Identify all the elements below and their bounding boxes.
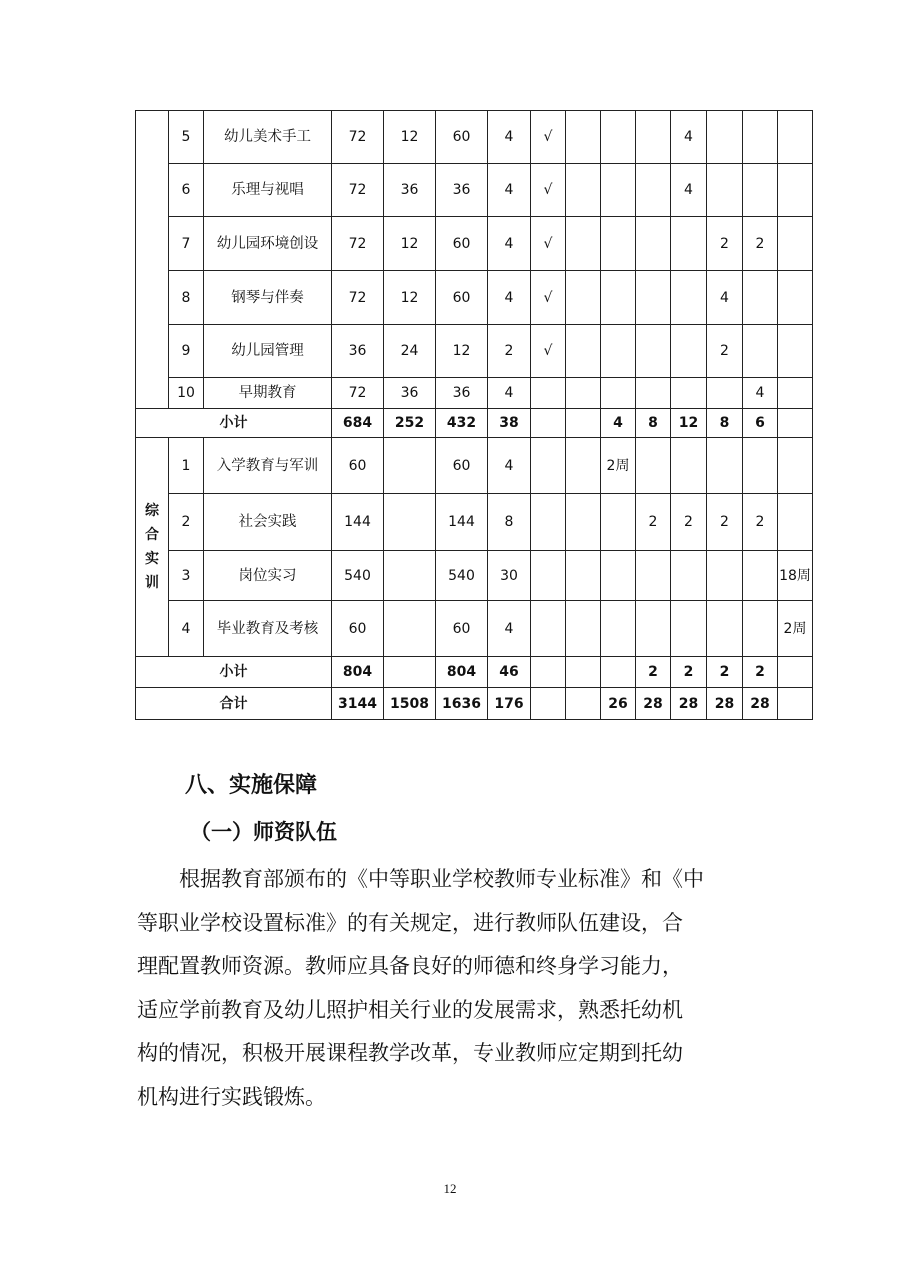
practice-hours: 60 [436, 111, 488, 164]
course-name: 入学教育与军训 [204, 438, 332, 494]
course-name: 毕业教育及考核 [204, 601, 332, 657]
table-row: 10 早期教育 72 36 36 4 4 [136, 378, 813, 409]
table-row: 4 毕业教育及考核 60 60 4 2周 [136, 601, 813, 657]
paragraph-line: 机构进行实践锻炼。 [137, 1084, 326, 1109]
table-row: 5 幼儿美术手工 72 12 60 4 √ 4 [136, 111, 813, 164]
subtotal-label: 小计 [136, 657, 332, 688]
credits: 4 [488, 111, 531, 164]
course-name: 乐理与视唱 [204, 164, 332, 217]
course-name: 社会实践 [204, 494, 332, 551]
course-name: 幼儿美术手工 [204, 111, 332, 164]
course-name: 幼儿园管理 [204, 325, 332, 378]
theory-hours: 12 [384, 111, 436, 164]
section-heading: 八、实施保障 [185, 772, 318, 798]
course-no: 7 [169, 217, 204, 271]
core-mark: √ [531, 111, 566, 164]
course-no: 4 [169, 601, 204, 657]
total-row: 合计 3144 1508 1636 176 26 28 28 28 28 [136, 688, 813, 720]
table-row: 3 岗位实习 540 540 30 18周 [136, 551, 813, 601]
subtotal-row: 小计 804 804 46 2 2 2 2 [136, 657, 813, 688]
table-row: 8 钢琴与伴奏 72 12 60 4 √ 4 [136, 271, 813, 325]
course-no: 8 [169, 271, 204, 325]
table-row: 2 社会实践 144 144 8 2 2 2 2 [136, 494, 813, 551]
table-row: 6 乐理与视唱 72 36 36 4 √ 4 [136, 164, 813, 217]
course-name: 钢琴与伴奏 [204, 271, 332, 325]
course-name: 幼儿园环境创设 [204, 217, 332, 271]
course-no: 2 [169, 494, 204, 551]
table-row: 7 幼儿园环境创设 72 12 60 4 √ 2 2 [136, 217, 813, 271]
course-no: 5 [169, 111, 204, 164]
table-row: 综 合 实 训 1 入学教育与军训 60 60 4 2周 [136, 438, 813, 494]
page-number: 12 [443, 1181, 457, 1196]
course-name: 早期教育 [204, 378, 332, 409]
paragraph-line: 适应学前教育及幼儿照护相关行业的发展需求，熟悉托幼机 [137, 997, 683, 1022]
course-no: 10 [169, 378, 204, 409]
paragraph-line: 根据教育部颁布的《中等职业学校教师专业标准》和《中 [179, 867, 704, 891]
paragraph-line: 理配置教师资源。教师应具备良好的师德和终身学习能力， [137, 954, 683, 978]
course-no: 1 [169, 438, 204, 494]
group-label-integrated-training: 综 合 实 训 [136, 438, 169, 657]
course-no: 9 [169, 325, 204, 378]
course-no: 6 [169, 164, 204, 217]
body-paragraph [137, 858, 773, 1119]
subtotal-row: 小计 684 252 432 38 4 8 12 8 6 [136, 409, 813, 438]
subsection-heading: （一）师资队伍 [190, 819, 337, 844]
total-label: 合计 [136, 688, 332, 720]
group-cell-core [136, 111, 169, 409]
paragraph-line: 等职业学校设置标准》的有关规定，进行教师队伍建设，合 [137, 910, 683, 935]
course-no: 3 [169, 551, 204, 601]
course-name: 岗位实习 [204, 551, 332, 601]
paragraph-line: 构的情况，积极开展课程教学改革，专业教师应定期到托幼 [137, 1041, 683, 1065]
table-row: 9 幼儿园管理 36 24 12 2 √ 2 [136, 325, 813, 378]
curriculum-table [135, 110, 813, 720]
subtotal-label: 小计 [136, 409, 332, 438]
total-hours: 72 [332, 111, 384, 164]
